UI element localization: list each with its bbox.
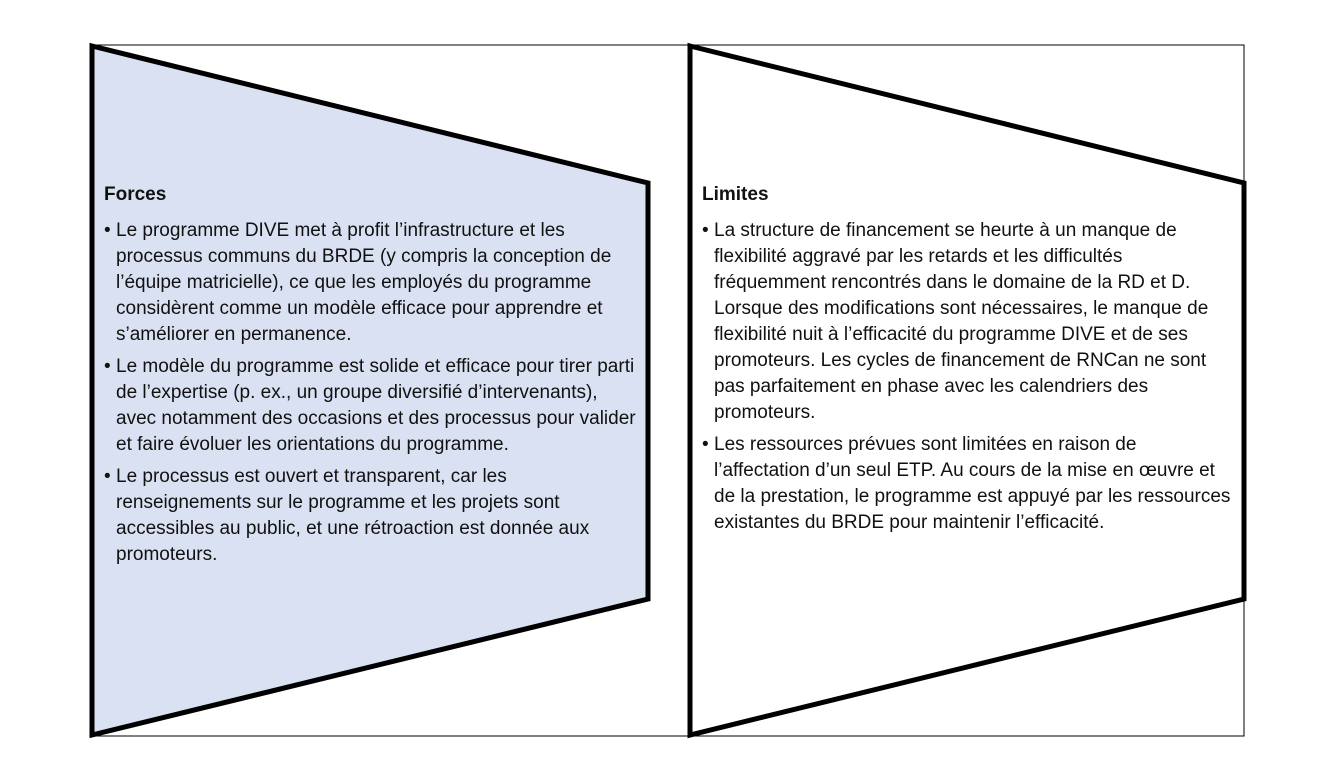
- forces-item: • Le programme DIVE met à profit l’infrastructure et les processus communs du BRDE (y compris la conception de l’équipe matricielle), ce que les employés du programme considèrent comme un modèle efficace pour apprendre et s’améliorer en permanence.: [104, 218, 639, 348]
- limites-title: Limites: [702, 184, 769, 205]
- forces-list: [104, 218, 639, 568]
- limites-panel: [702, 182, 1237, 542]
- forces-panel: [104, 182, 639, 574]
- limites-list: [702, 218, 1237, 536]
- forces-item: • Le modèle du programme est solide et efficace pour tirer parti de l’expertise (p. ex., un groupe diversifié d’intervenants), avec notamment des occasions et des processus pour valider et faire évoluer les orientations du programme.: [104, 354, 639, 458]
- limites-item: • Les ressources prévues sont limitées en raison de l’affectation d’un seul ETP. Au cours de la mise en œuvre et de la prestation, le programme est appuyé par les ressources existantes du BRDE pour maintenir l’efficacité.: [702, 432, 1237, 536]
- forces-title: Forces: [104, 184, 167, 205]
- forces-item: • Le processus est ouvert et transparent, car les renseignements sur le programme et les projets sont accessibles au public, et une rétroaction est donnée aux promoteurs.: [104, 464, 639, 568]
- limites-item: • La structure de financement se heurte à un manque de flexibilité aggravé par les retards et les difficultés fréquemment rencontrés dans le domaine de la RD et D. Lorsque des modifications sont nécessaires, le manque de flexibilité nuit à l’efficacité du programme DIVE et de ses promoteurs. Les cycles de financement de RNCan ne sont pas parfaitement en phase avec les calendriers des promoteurs.: [702, 218, 1237, 426]
